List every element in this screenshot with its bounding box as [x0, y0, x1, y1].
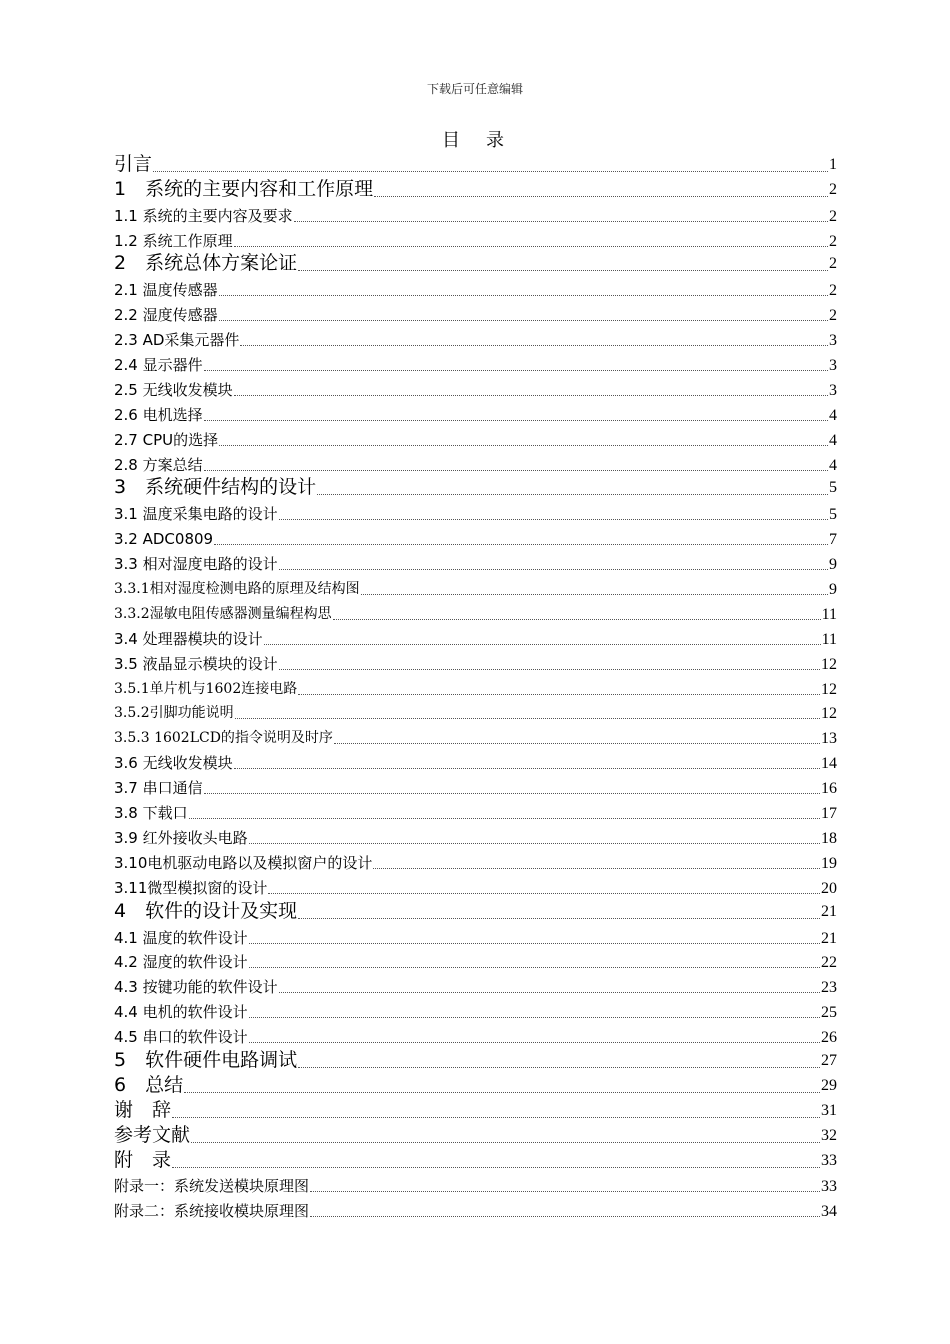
- toc-entry[interactable]: [114, 1098, 837, 1123]
- toc-entry[interactable]: [114, 1048, 837, 1073]
- toc-dot-leader: [249, 1017, 820, 1018]
- toc-entry-page-number: 23: [821, 979, 837, 997]
- toc-entry[interactable]: [114, 1023, 837, 1048]
- toc-entry-page-number: 34: [821, 1203, 837, 1221]
- toc-entry-page-number: 2: [829, 180, 837, 198]
- toc-dot-leader: [264, 644, 821, 645]
- toc-entry[interactable]: [114, 177, 837, 202]
- toc-entry-label: 2.1 温度传感器: [114, 281, 218, 300]
- toc-entry-label: 3.9 红外接收头电路: [114, 828, 248, 847]
- toc-entry-label: 4.5 串口的软件设计: [114, 1028, 248, 1047]
- toc-entry[interactable]: [114, 749, 837, 774]
- toc-entry-label: 1.2 系统工作原理: [114, 231, 233, 250]
- toc-entry-page-number: 11: [821, 605, 837, 623]
- toc-dot-leader: [219, 295, 828, 296]
- toc-entry-label: 3.4 处理器模块的设计: [114, 629, 263, 648]
- toc-dot-leader: [249, 1042, 820, 1043]
- toc-entry-page-number: 2: [829, 255, 837, 273]
- toc-dot-leader: [317, 494, 828, 495]
- toc-entry-label: 4.1 温度的软件设计: [114, 928, 248, 947]
- toc-entry-page-number: 4: [829, 406, 837, 424]
- toc-entry[interactable]: [114, 675, 837, 700]
- toc-dot-leader: [279, 569, 828, 570]
- toc-entry-page-number: 2: [829, 282, 837, 300]
- toc-entry-label: 2 系统总体方案论证: [114, 252, 298, 275]
- toc-entry-label: 附 录: [114, 1148, 172, 1171]
- table-of-contents: [114, 152, 837, 1222]
- toc-dot-leader: [310, 1216, 820, 1217]
- toc-entry[interactable]: [114, 152, 837, 177]
- toc-entry-label: 2.2 湿度传感器: [114, 306, 218, 325]
- toc-entry[interactable]: [114, 550, 837, 575]
- toc-entry[interactable]: [114, 899, 837, 924]
- toc-entry[interactable]: [114, 924, 837, 949]
- toc-dot-leader: [333, 619, 821, 620]
- toc-entry-page-number: 4: [829, 456, 837, 474]
- toc-dot-leader: [219, 320, 828, 321]
- toc-entry-label: 3.1 温度采集电路的设计: [114, 505, 278, 524]
- toc-dot-leader: [249, 843, 820, 844]
- toc-entry-page-number: 20: [821, 879, 837, 897]
- toc-dot-leader: [249, 967, 820, 968]
- toc-dot-leader: [374, 196, 828, 197]
- toc-dot-leader: [204, 470, 828, 471]
- toc-entry[interactable]: [114, 849, 837, 874]
- toc-dot-leader: [298, 1067, 820, 1068]
- toc-entry[interactable]: [114, 426, 837, 451]
- toc-dot-leader: [298, 918, 820, 919]
- toc-title: 目 录: [442, 130, 508, 151]
- toc-entry-label: 3.5.3 1602LCD的指令说明及时序: [114, 730, 333, 747]
- toc-entry-label: 4 软件的设计及实现: [114, 899, 298, 922]
- toc-entry-label: 2.6 电机选择: [114, 405, 203, 424]
- toc-entry-label: 3.6 无线收发模块: [114, 754, 233, 773]
- toc-entry-page-number: 2: [829, 307, 837, 325]
- toc-entry[interactable]: [114, 600, 837, 625]
- toc-entry[interactable]: [114, 949, 837, 974]
- toc-entry[interactable]: [114, 351, 837, 376]
- toc-entry-label: 3.3 相对湿度电路的设计: [114, 555, 278, 574]
- toc-dot-leader: [334, 743, 820, 744]
- toc-entry-page-number: 19: [821, 854, 837, 872]
- toc-entry-label: 4.2 湿度的软件设计: [114, 953, 248, 972]
- toc-entry-page-number: 2: [829, 232, 837, 250]
- toc-entry[interactable]: [114, 326, 837, 351]
- toc-entry[interactable]: [114, 575, 837, 600]
- toc-entry-page-number: 5: [829, 479, 837, 497]
- toc-dot-leader: [279, 992, 820, 993]
- toc-entry[interactable]: [114, 998, 837, 1023]
- toc-entry-page-number: 17: [821, 805, 837, 823]
- toc-entry[interactable]: [114, 252, 837, 277]
- toc-entry-page-number: 26: [821, 1029, 837, 1047]
- toc-entry-label: 2.3 AD采集元器件: [114, 331, 240, 350]
- toc-dot-leader: [235, 718, 820, 719]
- toc-entry[interactable]: [114, 700, 837, 725]
- toc-entry[interactable]: [114, 376, 837, 401]
- toc-dot-leader: [234, 246, 828, 247]
- toc-entry-label: 3.8 下载口: [114, 804, 188, 823]
- toc-entry[interactable]: [114, 1073, 837, 1098]
- toc-entry-page-number: 29: [821, 1076, 837, 1094]
- toc-entry[interactable]: [114, 799, 837, 824]
- toc-dot-leader: [240, 345, 828, 346]
- toc-entry[interactable]: [114, 227, 837, 252]
- toc-entry-label: 4.4 电机的软件设计: [114, 1003, 248, 1022]
- toc-entry-label: 2.7 CPU的选择: [114, 430, 219, 449]
- toc-entry-page-number: 25: [821, 1004, 837, 1022]
- toc-dot-leader: [373, 868, 820, 869]
- toc-entry-label: 4.3 按键功能的软件设计: [114, 978, 278, 997]
- toc-entry-page-number: 3: [829, 357, 837, 375]
- toc-dot-leader: [234, 395, 828, 396]
- toc-entry-page-number: 4: [829, 431, 837, 449]
- toc-dot-leader: [361, 594, 828, 595]
- toc-entry[interactable]: [114, 1123, 837, 1148]
- toc-dot-leader: [214, 544, 828, 545]
- toc-entry[interactable]: [114, 1197, 837, 1222]
- toc-entry[interactable]: [114, 724, 837, 749]
- toc-dot-leader: [189, 818, 820, 819]
- toc-entry[interactable]: [114, 301, 837, 326]
- toc-entry-page-number: 32: [821, 1126, 837, 1144]
- toc-entry[interactable]: [114, 1173, 837, 1198]
- toc-entry[interactable]: [114, 874, 837, 899]
- toc-entry-label: 附录一：系统发送模块原理图: [114, 1177, 310, 1196]
- toc-entry-page-number: 1: [829, 155, 837, 173]
- toc-entry-page-number: 3: [829, 332, 837, 350]
- toc-dot-leader: [153, 171, 828, 172]
- toc-entry-page-number: 9: [829, 581, 837, 599]
- toc-entry[interactable]: [114, 401, 837, 426]
- toc-entry[interactable]: [114, 650, 837, 675]
- toc-entry-label: 1 系统的主要内容和工作原理: [114, 177, 374, 200]
- toc-dot-leader: [204, 420, 828, 421]
- toc-dot-leader: [204, 793, 820, 794]
- toc-entry-label: 3 系统硬件结构的设计: [114, 476, 317, 499]
- toc-entry-page-number: 21: [821, 929, 837, 947]
- toc-entry[interactable]: [114, 973, 837, 998]
- toc-dot-leader: [172, 1167, 820, 1168]
- toc-entry-page-number: 12: [821, 655, 837, 673]
- toc-entry-page-number: 2: [829, 207, 837, 225]
- toc-entry[interactable]: [114, 525, 837, 550]
- toc-dot-leader: [172, 1117, 820, 1118]
- toc-entry-page-number: 27: [821, 1051, 837, 1069]
- toc-entry-page-number: 22: [821, 954, 837, 972]
- toc-entry-page-number: 14: [821, 755, 837, 773]
- toc-entry-label: 引言: [114, 152, 153, 175]
- toc-entry-label: 3.5.2引脚功能说明: [114, 705, 234, 722]
- toc-dot-leader: [294, 221, 828, 222]
- toc-entry[interactable]: [114, 276, 837, 301]
- toc-entry-page-number: 5: [829, 506, 837, 524]
- toc-dot-leader: [310, 1191, 820, 1192]
- toc-entry-label: 参考文献: [114, 1123, 191, 1146]
- toc-entry-label: 2.8 方案总结: [114, 455, 203, 474]
- toc-entry-label: 3.5.1单片机与1602连接电路: [114, 680, 298, 697]
- toc-entry[interactable]: [114, 1148, 837, 1173]
- header-note: 下载后可任意编辑: [426, 82, 523, 96]
- toc-dot-leader: [204, 370, 828, 371]
- toc-dot-leader: [191, 1142, 820, 1143]
- toc-dot-leader: [279, 519, 828, 520]
- toc-entry-page-number: 33: [821, 1178, 837, 1196]
- toc-entry-label: 2.5 无线收发模块: [114, 380, 233, 399]
- toc-dot-leader: [249, 943, 820, 944]
- toc-entry[interactable]: [114, 824, 837, 849]
- toc-dot-leader: [298, 694, 820, 695]
- toc-dot-leader: [234, 768, 820, 769]
- toc-entry-label: 2.4 显示器件: [114, 356, 203, 375]
- toc-entry-page-number: 31: [821, 1101, 837, 1119]
- toc-entry-page-number: 13: [821, 730, 837, 748]
- toc-entry-label: 1.1 系统的主要内容及要求: [114, 206, 293, 225]
- toc-entry-label: 5 软件硬件电路调试: [114, 1048, 298, 1071]
- toc-entry-page-number: 18: [821, 829, 837, 847]
- toc-dot-leader: [219, 445, 828, 446]
- toc-entry-page-number: 12: [821, 680, 837, 698]
- toc-entry-label: 3.3.1相对湿度检测电路的原理及结构图: [114, 581, 360, 598]
- toc-entry-label: 3.3.2湿敏电阻传感器测量编程构思: [114, 605, 332, 622]
- toc-entry-page-number: 21: [821, 902, 837, 920]
- toc-entry-page-number: 7: [829, 531, 837, 549]
- toc-entry[interactable]: [114, 202, 837, 227]
- toc-entry-page-number: 11: [821, 630, 837, 648]
- toc-entry[interactable]: [114, 625, 837, 650]
- toc-entry-label: 3.7 串口通信: [114, 779, 203, 798]
- toc-entry[interactable]: [114, 774, 837, 799]
- toc-entry[interactable]: [114, 476, 837, 501]
- toc-entry-label: 3.10电机驱动电路以及模拟窗户的设计: [114, 853, 373, 872]
- toc-dot-leader: [268, 893, 820, 894]
- toc-entry-page-number: 9: [829, 556, 837, 574]
- toc-entry-label: 6 总结: [114, 1073, 184, 1096]
- toc-entry-page-number: 12: [821, 705, 837, 723]
- toc-entry[interactable]: [114, 451, 837, 476]
- toc-dot-leader: [279, 669, 820, 670]
- toc-entry-label: 3.5 液晶显示模块的设计: [114, 654, 278, 673]
- toc-entry-page-number: 16: [821, 780, 837, 798]
- toc-entry-label: 3.2 ADC0809: [114, 530, 214, 549]
- toc-entry[interactable]: [114, 500, 837, 525]
- toc-entry-page-number: 3: [829, 381, 837, 399]
- toc-entry-label: 附录二：系统接收模块原理图: [114, 1202, 310, 1221]
- toc-entry-label: 3.11微型模拟窗的设计: [114, 878, 268, 897]
- toc-entry-label: 谢 辞: [114, 1098, 172, 1121]
- toc-dot-leader: [184, 1092, 820, 1093]
- toc-dot-leader: [298, 270, 828, 271]
- toc-entry-page-number: 33: [821, 1151, 837, 1169]
